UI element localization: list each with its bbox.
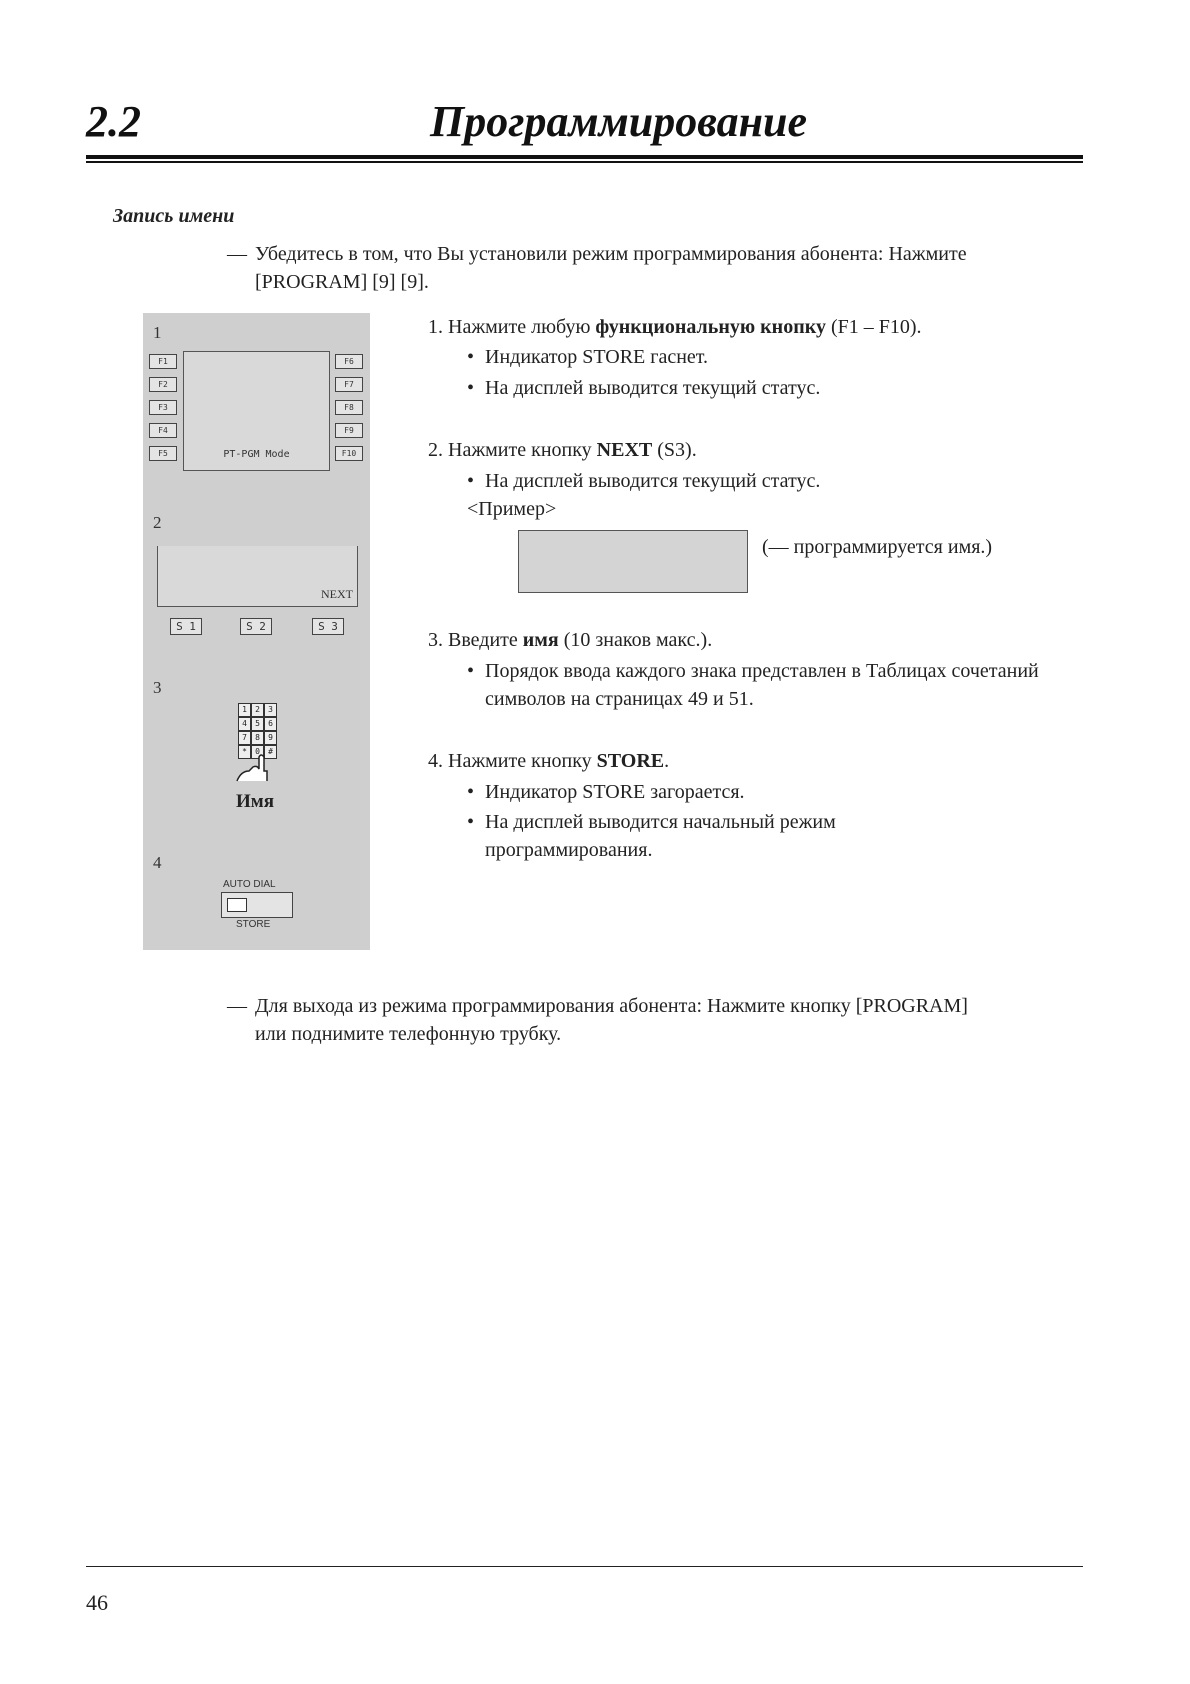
step-1-bullet-1-text: Индикатор STORE гаснет. xyxy=(485,346,709,368)
step-2-text-bold: NEXT xyxy=(596,439,653,461)
panel-step-3-number: 3 xyxy=(153,678,162,697)
subsection-title: Запись имени xyxy=(113,205,235,227)
auto-dial-store-key[interactable] xyxy=(221,892,293,918)
step-2-text-pre: Нажмите кнопку xyxy=(448,439,597,461)
store-label: STORE xyxy=(236,919,271,930)
panel-step-2-number: 2 xyxy=(153,513,162,532)
s3-key[interactable]: S 3 xyxy=(312,618,344,635)
keypad-key-0[interactable]: 0 xyxy=(251,745,264,759)
page-title: Программирование xyxy=(430,97,808,146)
step-4-bullet-1: • Индикатор STORE загорается. xyxy=(467,778,1067,806)
illustration-panel xyxy=(143,313,370,950)
step-2-text-post: (S3). xyxy=(652,439,697,461)
step-3-bullet-1-text: Порядок ввода каждого знака представлен в Таблицах сочетаний символов на страницах 49 и 51. xyxy=(485,660,1039,710)
lcd-text: PT-PGM Mode xyxy=(223,449,290,460)
f6-key[interactable]: F6 xyxy=(335,354,363,369)
f2-key[interactable]: F2 xyxy=(149,377,177,392)
step-4-text-bold: STORE xyxy=(596,750,665,772)
keypad-key-8[interactable]: 8 xyxy=(251,731,264,745)
keypad-key-7[interactable]: 7 xyxy=(238,731,251,745)
exit-text: Для выхода из режима программирования абонента: Нажмите кнопку [PROGRAM] или поднимите телефонную трубку. xyxy=(255,995,968,1045)
exit-note xyxy=(227,992,987,1048)
step-1-bullet-1: • Индикатор STORE гаснет. xyxy=(467,343,1067,371)
header-rule-thick xyxy=(86,155,1083,159)
step-4 xyxy=(428,747,669,775)
step-2-number: 2. xyxy=(428,439,443,461)
f4-key[interactable]: F4 xyxy=(149,423,177,438)
panel-step-4-number: 4 xyxy=(153,853,162,872)
f1-key[interactable]: F1 xyxy=(149,354,177,369)
step-2-bullet-1: • На дисплей выводится текущий статус. xyxy=(467,467,1067,495)
step-3-text-pre: Введите xyxy=(448,629,523,651)
section-number: 2.2 xyxy=(86,97,141,146)
keypad-key-3[interactable]: 3 xyxy=(264,703,277,717)
keypad-key-5[interactable]: 5 xyxy=(251,717,264,731)
step-4-text-pre: Нажмите кнопку xyxy=(448,750,597,772)
f9-key[interactable]: F9 xyxy=(335,423,363,438)
step-1-bullet-2: • На дисплей выводится текущий статус. xyxy=(467,374,1067,402)
example-label: <Пример> xyxy=(467,498,557,520)
step-3 xyxy=(428,626,712,654)
soft-key-display xyxy=(157,546,358,607)
step-4-bullet-2: • На дисплей выводится начальный режим программирования. xyxy=(467,808,907,864)
next-display-label: NEXT xyxy=(321,587,353,601)
lcd-display xyxy=(183,351,330,471)
s1-key[interactable]: S 1 xyxy=(170,618,202,635)
auto-dial-label: AUTO DIAL xyxy=(223,879,276,890)
keypad-key-4[interactable]: 4 xyxy=(238,717,251,731)
intro-text: Убедитесь в том, что Вы установили режим программирования абонента: Нажмите [PROGRAM] [9] [9]. xyxy=(255,243,967,293)
intro-dash: — xyxy=(227,243,247,265)
step-4-bullet-2-text: На дисплей выводится начальный режим программирования. xyxy=(485,811,836,861)
step-2-bullet-1-text: На дисплей выводится текущий статус. xyxy=(485,470,821,492)
keypad-key-star[interactable]: * xyxy=(238,745,251,759)
step-3-bullet-1: • Порядок ввода каждого знака представлен в Таблицах сочетаний символов на страницах 49 и 51. xyxy=(467,657,1047,713)
step-2 xyxy=(428,436,697,464)
f8-key[interactable]: F8 xyxy=(335,400,363,415)
header-rule-thin xyxy=(86,161,1083,163)
example-display xyxy=(518,530,748,593)
step-3-number: 3. xyxy=(428,629,443,651)
page-number: 46 xyxy=(86,1590,108,1615)
store-indicator xyxy=(227,898,247,912)
step-4-text-post: . xyxy=(664,750,670,772)
keypad-key-hash[interactable]: # xyxy=(264,745,277,759)
keypad-key-1[interactable]: 1 xyxy=(238,703,251,717)
step-1 xyxy=(428,313,922,341)
s2-key[interactable]: S 2 xyxy=(240,618,272,635)
f10-key[interactable]: F10 xyxy=(335,446,363,461)
step-1-bullet-2-text: На дисплей выводится текущий статус. xyxy=(485,377,821,399)
step-4-number: 4. xyxy=(428,750,443,772)
pressing-hand-icon xyxy=(235,753,285,783)
name-label: Имя xyxy=(236,791,274,812)
exit-dash: — xyxy=(227,995,247,1017)
step-4-bullet-1-text: Индикатор STORE загорается. xyxy=(485,781,745,803)
keypad-key-9[interactable]: 9 xyxy=(264,731,277,745)
f7-key[interactable]: F7 xyxy=(335,377,363,392)
step-3-text-post: (10 знаков макс.). xyxy=(558,629,713,651)
step-1-number: 1. xyxy=(428,316,443,338)
panel-step-1-number: 1 xyxy=(153,323,162,342)
step-1-text-pre: Нажмите любую xyxy=(448,316,596,338)
footer-rule xyxy=(86,1566,1083,1567)
intro-note xyxy=(227,240,1072,296)
step-1-text-bold: функциональную кнопку xyxy=(595,316,826,338)
f5-key[interactable]: F5 xyxy=(149,446,177,461)
step-1-text-post: (F1 – F10). xyxy=(825,316,922,338)
example-note: (— программируется имя.) xyxy=(762,536,993,558)
f3-key[interactable]: F3 xyxy=(149,400,177,415)
keypad-key-6[interactable]: 6 xyxy=(264,717,277,731)
keypad-key-2[interactable]: 2 xyxy=(251,703,264,717)
step-3-text-bold: имя xyxy=(522,629,559,651)
